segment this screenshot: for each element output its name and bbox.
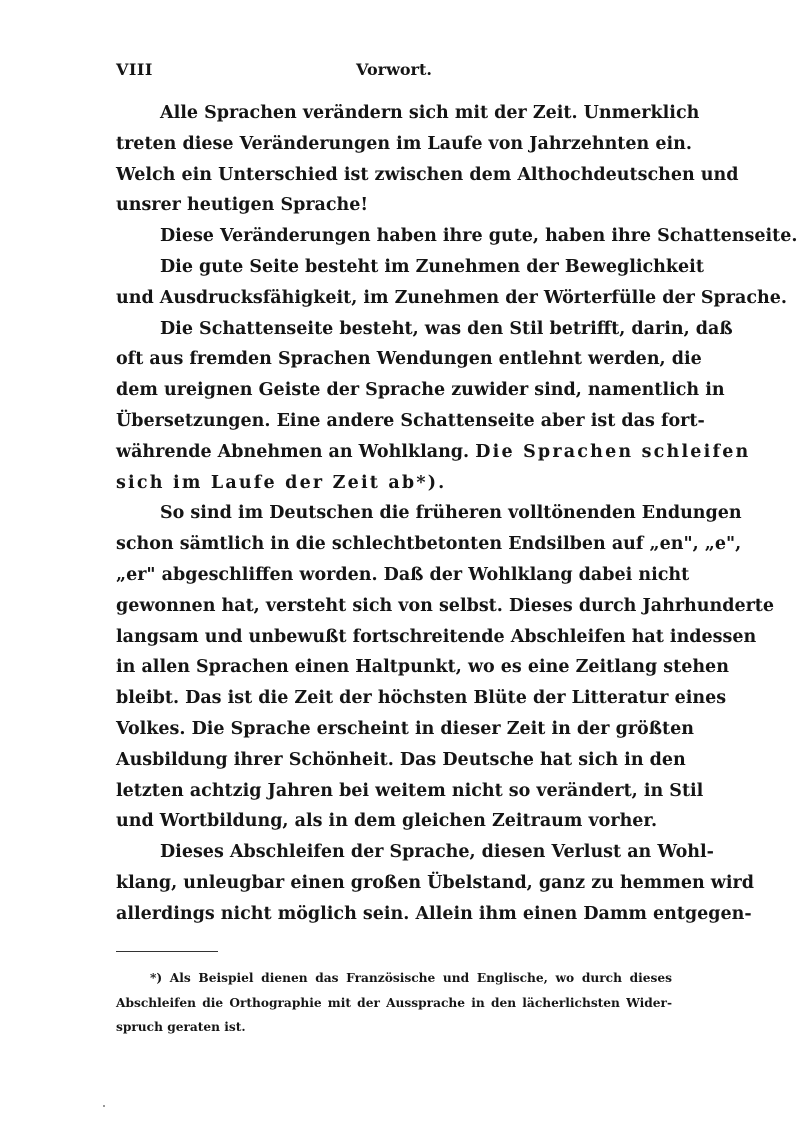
text-line: und Wortbildung, als in dem gleichen Zeitraum vorher. [116, 811, 658, 832]
running-title: Vorwort. [356, 60, 432, 79]
page-header [116, 60, 672, 88]
text-line: bleibt. Das ist die Zeit der höchsten Blüte der Litteratur eines [116, 688, 727, 709]
text-line: in allen Sprachen einen Haltpunkt, wo es eine Zeitlang stehen [116, 657, 729, 678]
paper-speck [103, 1105, 105, 1107]
footnote-line: Abschleifen die Orthographie mit der Aussprache in den lächerlichsten Wider- [116, 995, 672, 1010]
text-line: Volkes. Die Sprache erscheint in dieser Zeit in der größten [116, 718, 694, 739]
text-line: letzten achtzig Jahren bei weitem nicht so verändert, in Stil [116, 780, 704, 801]
text-line: So sind im Deutschen die früheren volltönenden Endungen [160, 503, 742, 524]
text-line [116, 437, 751, 468]
text-line: schon sämtlich in die schlechtbetonten Endsilben auf „en", „e", [116, 534, 742, 555]
page-number: VIII [116, 60, 153, 79]
text-line: Übersetzungen. Eine andere Schattenseite aber ist das fort- [116, 410, 705, 431]
footnote [116, 966, 672, 1040]
text-line: und Ausdrucksfähigkeit, im Zunehmen der Wörterfülle der Sprache. [116, 287, 787, 308]
text-line: Welch ein Unterschied ist zwischen dem Althochdeutschen und [116, 164, 739, 185]
text-line: unsrer heutigen Sprache! [116, 195, 369, 216]
text-line: klang, unleugbar einen großen Übelstand, ganz zu hemmen wird [116, 872, 754, 893]
footnote-line: spruch geraten ist. [116, 1020, 246, 1034]
text-line: oft aus fremden Sprachen Wendungen entlehnt werden, die [116, 349, 702, 370]
text-line: treten diese Veränderungen im Laufe von Jahrzehnten ein. [116, 133, 692, 154]
text-segment: währende Abnehmen an Wohlklang. [116, 441, 470, 462]
text-line: Die gute Seite besteht im Zunehmen der Beweglichkeit [160, 256, 704, 277]
text-line: Ausbildung ihrer Schönheit. Das Deutsche hat sich in den [116, 749, 686, 770]
text-line: Die Schattenseite besteht, was den Stil betrifft, darin, daß [160, 318, 733, 339]
text-line: gewonnen hat, versteht sich von selbst. Dieses durch Jahrhunderte [116, 595, 775, 616]
body-text [116, 98, 797, 930]
text-line: Alle Sprachen verändern sich mit der Zeit. Unmerklich [160, 103, 700, 123]
emphasized-text: Die Sprachen schleifen [475, 441, 751, 462]
text-line: Dieses Abschleifen der Sprache, diesen Verlust an Wohl- [160, 842, 714, 863]
footnote-line: *) Als Beispiel dienen das Französische und Englische, wo durch dieses [150, 971, 672, 985]
emphasized-text: sich im Laufe der Zeit ab*). [116, 472, 447, 493]
text-line: Diese Veränderungen haben ihre gute, haben ihre Schattenseite. [160, 226, 797, 247]
text-line [116, 468, 672, 499]
text-line: langsam und unbewußt fortschreitende Abschleifen hat indessen [116, 626, 757, 647]
text-line: allerdings nicht möglich sein. Allein ihm einen Damm entgegen- [116, 903, 752, 924]
footnote-divider [116, 951, 218, 952]
text-line: „er" abgeschliffen worden. Daß der Wohlklang dabei nicht [116, 564, 690, 585]
text-line: dem ureignen Geiste der Sprache zuwider sind, namentlich in [116, 380, 725, 401]
